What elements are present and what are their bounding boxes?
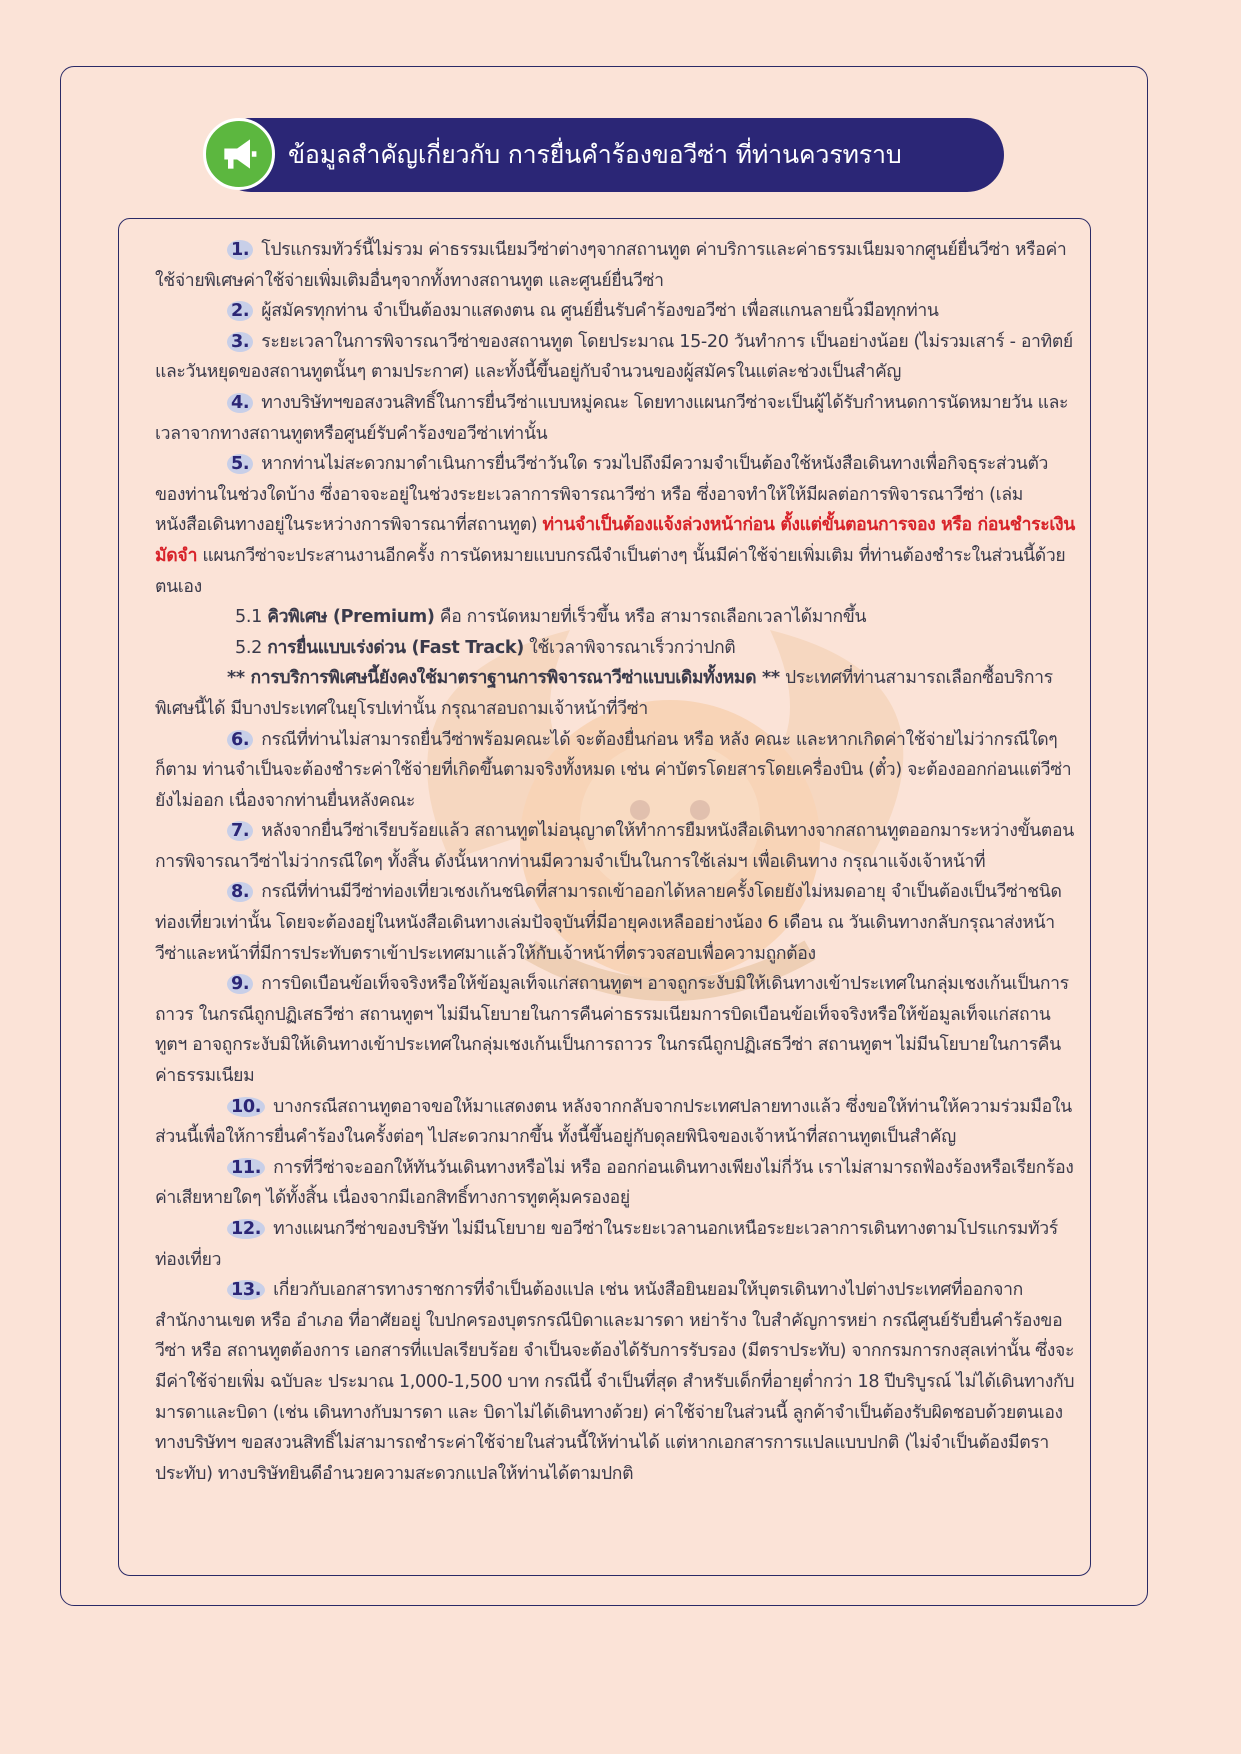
item-text: ระยะเวลาในการพิจารณาวีซ่าของสถานทูต โดยประมาณ 15-20 วันทำการ เป็นอย่างน้อย (ไม่รวมเสาร์ - อาทิตย์ และวันหยุดของสถานทูตนั้นๆ ตามประกาศ) และทั้งนี้ขึ้นอยู่กับจำนวนของผู้สมัครในแต่ละช่วงเป็นสำคัญ [155, 331, 1073, 383]
megaphone-icon [203, 118, 275, 190]
sub-item [155, 602, 1075, 633]
list-item [155, 725, 1075, 817]
list-item [155, 388, 1075, 449]
item-number: 8. [227, 882, 253, 902]
item-text: เกี่ยวกับเอกสารทางราชการที่จำเป็นต้องแปล เช่น หนังสือยินยอมให้บุตรเดินทางไปต่างประเทศที่ออกจากสำนักงานเขต หรือ อำเภอ ที่อาศัยอยู่ ใบปกครองบุตรกรณีบิดาและมารดา หย่าร้าง ใบสำคัญการหย่า กรณีศูนย์รับยื่นคำร้องขอวีซ่า หรือ สถานทูตต้องการ เอกสารที่แปลเรียบร้อย จำเป็นจะต้องได้รับการรับรอง (มีตราประทับ) จากกรมการกงสุลเท่านั้น ซึ่งจะมีค่าใช้จ่ายเพิ่ม ฉบับละ ประมาณ 1,000-1,500 บาท กรณีนี้ จำเป็นที่สุด สำหรับเด็กที่อายุต่ำกว่า 18 ปีบริบูรณ์ ไม่ได้เดินทางกับ มารดาและบิดา (เช่น เดินทางกับมารดา และ บิดาไม่ได้เดินทางด้วย) ค่าใช้จ่ายในส่วนนี้ ลูกค้าจำเป็นต้องรับผิดชอบด้วยตนเอง ทางบริษัทฯ ขอสงวนสิทธิ์ไม่สามารถชำระค่าใช้จ่ายในส่วนนี้ให้ท่านได้ แต่หากเอกสารการแปลแบบปกติ (ไม่จำเป็นต้องมีตราประทับ) ทางบริษัทยินดีอำนวยความสะดวกแปลให้ท่านได้ตามปกติ [155, 1280, 1075, 1484]
item-number: 9. [227, 974, 253, 994]
item-text: ทางบริษัทฯขอสงวนสิทธิ์ในการยื่นวีซ่าแบบหมู่คณะ โดยทางแผนกวีซ่าจะเป็นผู้ได้รับกำหนดการนัดหมายวัน และเวลาจากทางสถานทูตหรือศูนย์รับคำร้องขอวีซ่าเท่านั้น [155, 392, 1069, 444]
list-item [155, 1214, 1075, 1275]
item-number: 12. [227, 1219, 265, 1239]
note-bold: ** การบริการพิเศษนี้ยังคงใช้มาตราฐานการพิจารณาวีซ่าแบบเดิมทั้งหมด ** [227, 668, 780, 689]
item-text: โปรแกรมทัวร์นี้ไม่รวม ค่าธรรมเนียมวีซ่าต่างๆจากสถานทูต ค่าบริการและค่าธรรมเนียมจากศูนย์ยื่นวีซ่า หรือค่าใช้จ่ายพิเศษค่าใช้จ่ายเพิ่มเติมอื่นๆจากทั้งทางสถานทูต และศูนย์ยื่นวีซ่า [155, 240, 1067, 291]
sub-item-bold: การยื่นแบบเร่งด่วน (Fast Track) [267, 637, 524, 658]
list-item [155, 235, 1075, 296]
item-text: บางกรณีสถานทูตอาจขอให้มาแสดงตน หลังจากกลับจากประเทศปลายทางแล้ว ซึ่งขอให้ท่านให้ความร่วมมือในส่วนนี้เพื่อให้การยื่นคำร้องในครั้งต่อๆ ไปสะดวกมากขึ้น ทั้งนี้ขึ้นอยู่กับดุลยพินิจของเจ้าหน้าที่สถานทูตเป็นสำคัญ [155, 1096, 1072, 1148]
item-number: 3. [227, 332, 253, 352]
list-item [155, 327, 1075, 388]
list-item [155, 816, 1075, 877]
notice-list [155, 235, 1075, 1489]
list-item [155, 449, 1075, 602]
item-text: การที่วีซ่าจะออกให้ทันวันเดินทางหรือไม่ หรือ ออกก่อนเดินทางเพียงไม่กี่วัน เราไม่สามารถฟ้องร้องหรือเรียกร้องค่าเสียหายใดๆ ได้ทั้งสิ้น เนื่องจากมีเอกสิทธิ์ทางการทูตคุ้มครองอยู่ [155, 1157, 1074, 1209]
item-number: 13. [227, 1280, 265, 1300]
list-item [155, 1275, 1075, 1489]
title-banner [214, 118, 1004, 192]
item-text: หากท่านไม่สะดวกมาดำเนินการยื่นวีซ่าวันใด รวมไปถึงมีความจำเป็นต้องใช้หนังสือเดินทางเพื่อกิจธุระส่วนตัวของท่านในช่วงใดบ้าง ซึ่งอาจจะอยู่ในช่วงระยะเวลาการพิจารณาวีซ่า หรือ ซึ่งอาจทำให้ให้มีผลต่อการพิจารณาวีซ่า (เล่มหนังสือเดินทางอยู่ในระหว่างการพิจารณาที่สถานทูต) [155, 454, 1049, 536]
item-number: 10. [227, 1097, 265, 1117]
list-item [155, 296, 1075, 327]
item-number: 5. [227, 454, 253, 474]
list-item [155, 1153, 1075, 1214]
sub-item-prefix: 5.2 [235, 637, 268, 658]
item-number: 6. [227, 730, 253, 750]
sub-item-text: คือ การนัดหมายที่เร็วขึ้น หรือ สามารถเลือกเวลาได้มากขึ้น [434, 607, 867, 628]
item-number: 4. [227, 393, 253, 413]
list-item [155, 969, 1075, 1091]
item-number: 11. [227, 1158, 265, 1178]
item-text: กรณีที่ท่านมีวีซ่าท่องเที่ยวเชงเก้นชนิดที่สามารถเข้าออกได้หลายครั้งโดยยังไม่หมดอายุ จำเป็นต้องเป็นวีซ่าชนิดท่องเที่ยวเท่านั้น โดยจะต้องอยู่ในหนังสือเดินทางเล่มปัจจุบันที่มีอายุคงเหลืออย่างน้อง 6 เดือน ณ วันเดินทางกลับกรุณาส่งหน้าวีซ่าและหน้าที่มีการประทับตราเข้าประเทศมาแล้วให้กับเจ้าหน้าที่ตรวจสอบเพื่อความถูกต้อง [155, 882, 1062, 964]
note-text: ประเทศที่ท่านสามารถเลือกซื้อบริการพิเศษนี้ได้ มีบางประเทศในยุโรปเท่านั้น กรุณาสอบถามเจ้าหน้าที่วีซ่า [155, 668, 1053, 719]
item-number: 1. [227, 240, 253, 260]
sub-item-prefix: 5.1 [235, 607, 268, 628]
page-title: ข้อมูลสำคัญเกี่ยวกับ การยื่นคำร้องขอวีซ่า ที่ท่านควรทราบ [288, 140, 902, 169]
item-text: แผนกวีซ่าจะประสานงานอีกครั้ง การนัดหมายแบบกรณีจำเป็นต่างๆ นั้นมีค่าใช้จ่ายเพิ่มเติม ที่ท่านต้องชำระในส่วนนี้ด้วยตนเอง [155, 545, 1066, 597]
sub-item-bold: คิวพิเศษ (Premium) [267, 607, 435, 628]
item-text: การบิดเบือนข้อเท็จจริงหรือให้ข้อมูลเท็จแก่สถานทูตฯ อาจถูกระงับมิให้เดินทางเข้าประเทศในกลุ่มเชงเก้นเป็นการถาวร ในกรณีถูกปฏิเสธวีซ่า สถานทูตฯ ไม่มีนโยบายในการคืนค่าธรรมเนียมการบิดเบือนข้อเท็จจริงหรือให้ข้อมูลเท็จแก่สถานทูตฯ อาจถูกระงับมิให้เดินทางเข้าประเทศในกลุ่มเชงเก้นเป็นการถาวร ในกรณีถูกปฏิเสธวีซ่า สถานทูตฯ ไม่มีนโยบายในการคืนค่าธรรมเนียม [155, 974, 1069, 1087]
sub-item-text: ใช้เวลาพิจารณาเร็วกว่าปกติ [523, 637, 736, 658]
list-item [155, 1092, 1075, 1153]
item-text-highlight: ท่านจำเป็นต้องแจ้งล่วงหน้าก่อน ตั้งแต่ขั้นตอนการจอง หรือ ก่อนชำระเงินมัดจำ [155, 515, 1075, 566]
list-item [155, 877, 1075, 969]
note [155, 663, 1075, 724]
item-number: 2. [227, 301, 253, 321]
item-text: ผู้สมัครทุกท่าน จำเป็นต้องมาแสดงตน ณ ศูนย์ยื่นรับคำร้องขอวีซ่า เพื่อสแกนลายนิ้วมือทุกท่าน [261, 301, 939, 322]
item-number: 7. [227, 821, 253, 841]
item-text: กรณีที่ท่านไม่สามารถยื่นวีซ่าพร้อมคณะได้ จะต้องยื่นก่อน หรือ หลัง คณะ และหากเกิดค่าใช้จ่ายไม่ว่ากรณีใดๆ ก็ตาม ท่านจำเป็นจะต้องชำระค่าใช้จ่ายที่เกิดขึ้นตามจริงทั้งหมด เช่น ค่าบัตรโดยสารโดยเครื่องบิน (ตั๋ว) จะต้องออกก่อนแต่วีซ่ายังไม่ออก เนื่องจากท่านยื่นหลังคณะ [155, 729, 1072, 811]
item-text: หลังจากยื่นวีซ่าเรียบร้อยแล้ว สถานทูตไม่อนุญาตให้ทำการยืมหนังสือเดินทางจากสถานทูตออกมาระหว่างขั้นตอนการพิจารณาวีซ่าไม่ว่ากรณีใดๆ ทั้งสิ้น ดังนั้นหากท่านมีความจำเป็นในการใช้เล่มฯ เพื่อเดินทาง กรุณาแจ้งเจ้าหน้าที่ [155, 821, 1074, 872]
sub-item [155, 633, 1075, 664]
item-text: ทางแผนกวีซ่าของบริษัท ไม่มีนโยบาย ขอวีซ่าในระยะเวลานอกเหนือระยะเวลาการเดินทางตามโปรแกรมทัวร์ ท่องเที่ยว [155, 1219, 1058, 1270]
